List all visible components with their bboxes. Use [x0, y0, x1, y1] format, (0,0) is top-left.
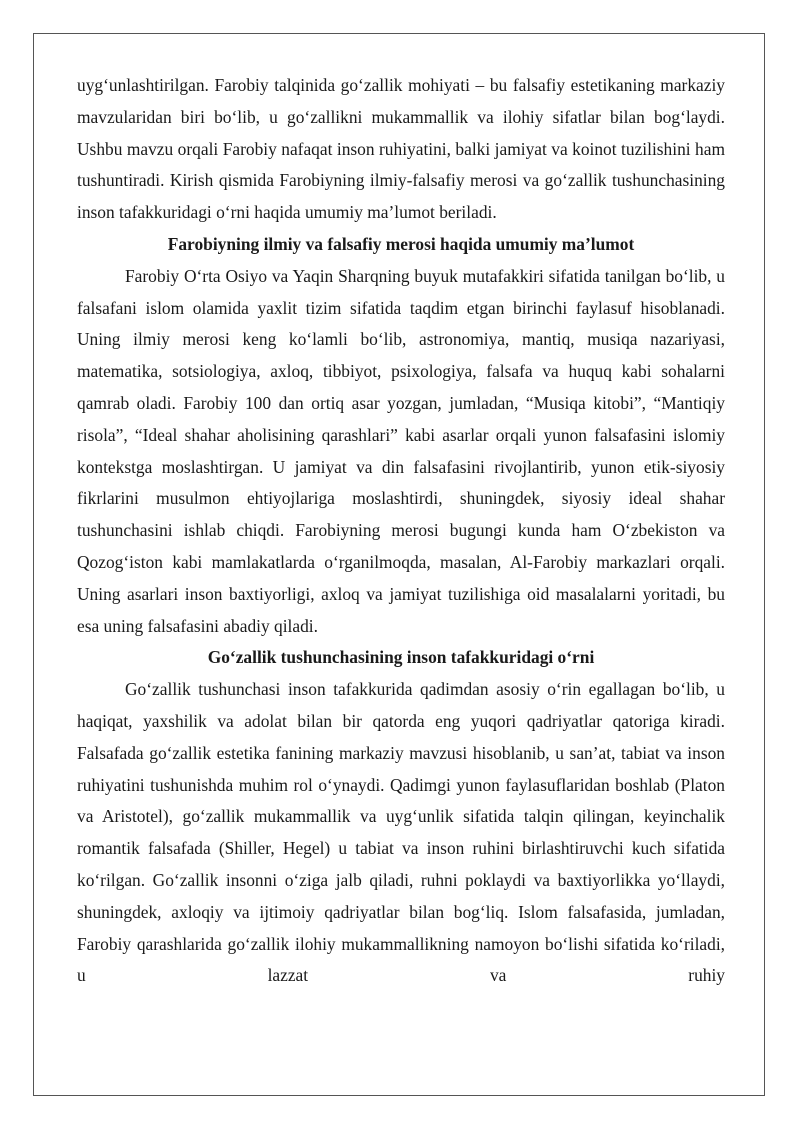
section-paragraph-beauty: Go‘zallik tushunchasi inson tafakkurida qadimdan asosiy o‘rin egallagan bo‘lib, u haqiqat, yaxshilik va adolat bilan bir qatorda eng yuqori qadriyatlar qatoriga kiradi. Falsafada go‘zallik estetika fanining markaziy mavzusi hisoblanib, u san’at, tabiat va inson ruhiyatini tushunishda muhim rol o‘ynaydi. Qadimgi yunon faylasuflaridan boshlab (Platon va Aristotel), go‘zallik mukammallik va uyg‘unlik sifatida talqin qilingan, keyinchalik romantik falsafada (Shiller, Hegel) u tabiat va inson ruhini birlashtiruvchi kuch sifatida ko‘rilgan. Go‘zallik insonni o‘ziga jalb qiladi, ruhni poklaydi va baxtiyorlikka yo‘llaydi, shuningdek, axloqiy va ijtimoiy qadriyatlar bilan bog‘liq. Islom falsafasida, jumladan, Farobiy qarashlarida go‘zallik ilohiy mukammallikning namoyon bo‘lishi sifatida ko‘riladi, u lazzat va ruhiy — [77, 679, 725, 986]
intro-paragraph: uyg‘unlashtirilgan. Farobiy talqinida go‘zallik mohiyati – bu falsafiy estetikaning markaziy mavzularidan biri bo‘lib, u go‘zallikni mukammallik va ilohiy sifatlar bilan bog‘laydi. Ushbu mavzu orqali Farobiy nafaqat inson ruhiyatini, balki jamiyat va koinot tuzilishini ham tushuntiradi. Kirish qismida Farobiyning ilmiy-falsafiy merosi va go‘zallik tushunchasining inson tafakkuridagi o‘rni haqida umumiy ma’lumot beriladi. — [77, 75, 725, 223]
section-heading-heritage: Farobiyning ilmiy va falsafiy merosi haqida umumiy ma’lumot — [167, 233, 635, 254]
page-content — [77, 70, 725, 992]
section-paragraph-heritage: Farobiy O‘rta Osiyo va Yaqin Sharqning buyuk mutafakkiri sifatida tanilgan bo‘lib, u falsafani islom olamida yaxlit tizim sifatida taqdim etgan birinchi faylasuf hisoblanadi. Uning ilmiy merosi keng ko‘lamli bo‘lib, astronomiya, mantiq, musiqa nazariyasi, matematika, sotsiologiya, axloq, tibbiyot, psixologiya, falsafa va huquq kabi sohalarni qamrab oladi. Farobiy 100 dan ortiq asar yozgan, jumladan, “Musiqa kitobi”, “Mantiqiy risola”, “Ideal shahar aholisining qarashlari” kabi asarlar orqali yunon falsafasini islomiy kontekstga moslashtirgan. U jamiyat va din falsafasini rivojlantirib, yunon etik-siyosiy fikrlarini musulmon ehtiyojlariga moslashtirdi, shuningdek, siyosiy ideal shahar tushunchasini ishlab chiqdi. Farobiyning merosi bugungi kunda ham O‘zbekiston va Qozog‘iston kabi mamlakatlarda o‘rganilmoqda, masalan, Al-Farobiy markazlari orqali. Uning asarlari inson baxtiyorligi, axloq va jamiyat tuzilishiga oid masalalarni yoritadi, bu esa uning falsafasini abadiy qiladi. — [77, 265, 725, 636]
section-heading-beauty: Go‘zallik tushunchasining inson tafakkuridagi o‘rni — [207, 647, 595, 668]
